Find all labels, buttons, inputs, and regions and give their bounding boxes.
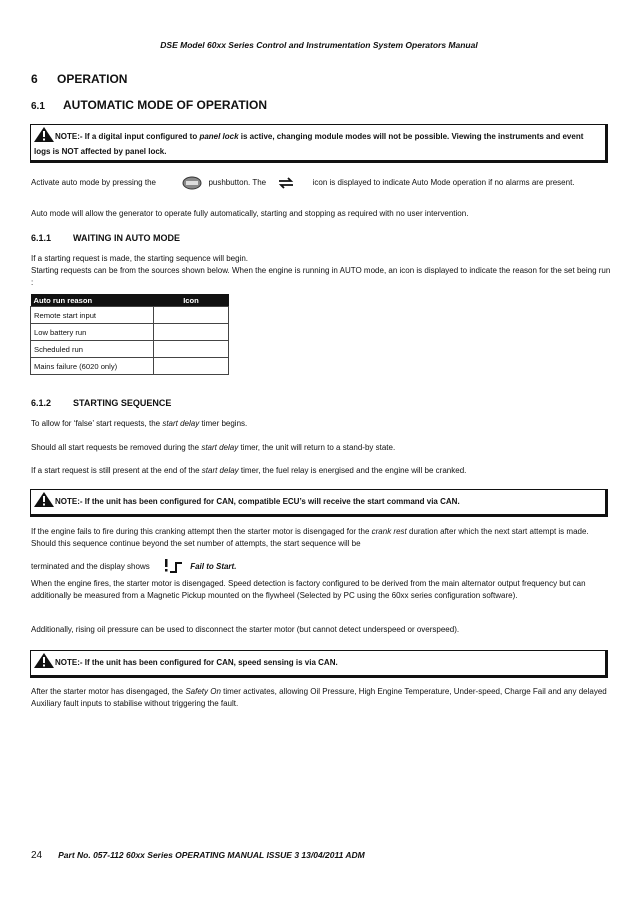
page-number: 24: [31, 850, 43, 861]
table-header-row: [31, 294, 229, 307]
para-text: Activate auto mode by pressing the: [31, 178, 156, 187]
auto-pushbutton-icon: [182, 176, 202, 194]
subsection-number: 6.1: [31, 101, 45, 112]
paragraph-auto-mode: Auto mode will allow the generator to operate fully automatically, starting and stopping as required with no user intervention.: [31, 209, 469, 218]
fail-to-start-icon: [164, 558, 184, 578]
note-panel-lock: [30, 124, 608, 163]
section-number: 6: [31, 72, 38, 86]
section-heading: [31, 72, 127, 86]
note-lead: NOTE:- If a digital input configured to: [55, 132, 200, 141]
auto-mode-icon: [276, 176, 296, 194]
paragraph-safety-on: After the starter motor has disengaged, the Safety On timer activates, allowing Oil Pressure, High Engine Temperature, Under-speed, Charge Fail and any delayed Auxiliary fault inputs to stabilise without triggering the fault.: [31, 687, 607, 708]
paragraph-fail-to-start: terminated and the display shows Fail to Start.: [31, 558, 611, 578]
subsubsection-heading: 6.1.2 STARTING SEQUENCE: [31, 398, 172, 408]
table-row: Mains failure (6020 only): [31, 358, 229, 375]
warning-icon: [34, 127, 54, 146]
subsubsection-heading: 6.1.1 WAITING IN AUTO MODE: [31, 233, 180, 243]
paragraph-false-start: To allow for ‘false’ start requests, the start delay timer begins.: [31, 419, 248, 428]
paragraph-oil-pressure: Additionally, rising oil pressure can be used to disconnect the starter motor (but cannot detect underspeed or overspeed).: [31, 625, 460, 634]
note-can-speed: NOTE:- If the unit has been configured for CAN, speed sensing is via CAN.: [30, 650, 608, 678]
paragraph-start-removed: Should all start requests be removed during the start delay timer, the unit will return to a stand-by state.: [31, 443, 396, 452]
table-row: Low battery run: [31, 324, 229, 341]
paragraph-start-request: If a starting request is made, the starting sequence will begin.: [31, 254, 249, 263]
table-row: Remote start input: [31, 307, 229, 324]
para-text: pushbutton. The: [208, 178, 267, 187]
note-emphasis: panel lock: [199, 132, 239, 141]
subsection-title: AUTOMATIC MODE OF OPERATION: [63, 98, 267, 112]
section-title: OPERATION: [57, 72, 128, 86]
note-tail: is active, changing module modes will not be possible. Viewing the instruments and event logs is NOT affected by panel lock.: [34, 132, 584, 156]
paragraph-activate-auto: [31, 176, 611, 194]
para-text: icon is displayed to indicate Auto Mode operation if no alarms are present.: [312, 178, 575, 187]
auto-run-table: [30, 294, 229, 375]
footer-text: Part No. 057-112 60xx Series OPERATING MANUAL ISSUE 3 13/04/2011 ADM: [58, 850, 365, 860]
paragraph-engine-fires: When the engine fires, the starter motor is disengaged. Speed detection is factory configured to be derived from the main alternator output frequency but can additionally be measured from a Magnetic Pickup mounted on the flywheel (Selected by PC using the 60xx series configuration software).: [31, 579, 586, 600]
warning-icon: [34, 492, 54, 511]
paragraph-crank-rest: If the engine fails to fire during this cranking attempt then the starter motor is disengaged for the crank rest duration after which the next start attempt is made. Should this sequence continue beyond the set number of attempts, the start sequence will be: [31, 527, 589, 548]
warning-icon: [34, 653, 54, 672]
table-header: Auto run reason: [31, 294, 154, 307]
paragraph-start-sources: Starting requests can be from the sources shown below. When the engine is running in AUTO mode, an icon is displayed to indicate the reason for the set being run :: [31, 266, 611, 287]
page-footer: [31, 850, 365, 861]
note-can-start: NOTE:- If the unit has been configured for CAN, compatible ECU’s will receive the start command via CAN.: [30, 489, 608, 517]
page-header: DSE Model 60xx Series Control and Instrumentation System Operators Manual: [160, 40, 478, 50]
table-row: Scheduled run: [31, 341, 229, 358]
table-header: Icon: [154, 294, 229, 307]
paragraph-cranked: If a start request is still present at the end of the start delay timer, the fuel relay is energised and the engine will be cranked.: [31, 466, 467, 475]
subsection-heading: [31, 98, 267, 112]
